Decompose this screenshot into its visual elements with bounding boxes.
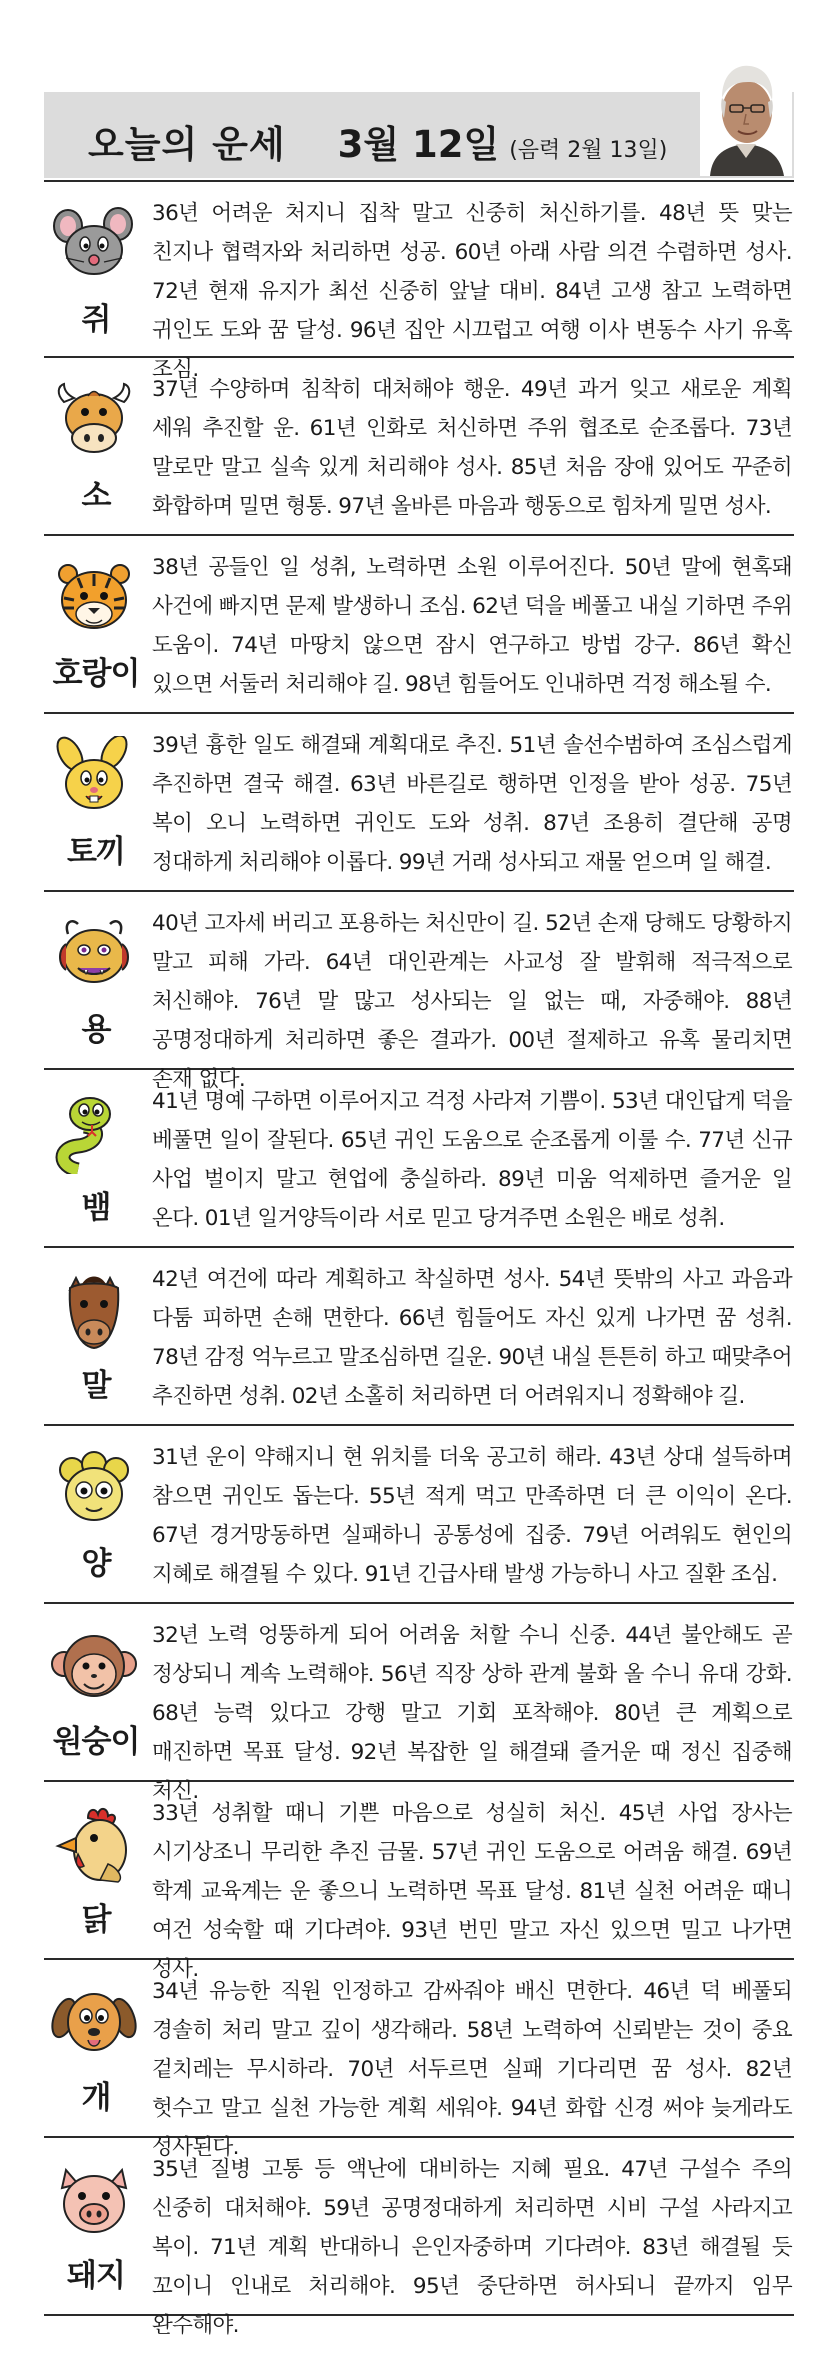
animal-name: 쥐	[81, 302, 111, 338]
animal-name: 양	[81, 1546, 111, 1582]
dog-icon	[48, 1982, 140, 2064]
animal-name: 돼지	[67, 2258, 125, 2294]
fortune-text: 42년 여건에 따라 계획하고 착실하면 성사. 54년 뜻밖의 사고 과음과 다툼 피하면 손해 면한다. 66년 힘들어도 자신 있게 나가면 꿈 성취. 78년 감정 억누르고 말조심하면 길운. 90년 내실 튼튼히 하고 때맞추어 추진하면 성취. 02년 소홀히 처리하면 더 어려워지니 정확해야 길.	[152, 1267, 792, 1409]
animal-name: 말	[81, 1368, 111, 1404]
animal-name: 뱀	[81, 1190, 111, 1226]
fortune-text: 41년 명예 구하면 이루어지고 걱정 사라져 기쁨이. 53년 대인답게 덕을 베풀면 일이 잘된다. 65년 귀인 도움으로 순조롭게 이룰 수. 77년 신규 사업 벌이지 말고 현업에 충실하라. 89년 미움 억제하면 즐거운 일 온다. 01년 일거양득이라 서로 믿고 당겨주면 소원은 배로 성취.	[152, 1089, 792, 1231]
fortune-row-horse	[44, 1248, 794, 1426]
fortune-row-ox	[44, 358, 794, 536]
animal-name: 용	[81, 1012, 111, 1048]
fortune-row-snake	[44, 1070, 794, 1248]
ox-icon	[48, 380, 140, 462]
fortune-list	[44, 180, 794, 2338]
pig-icon	[48, 2160, 140, 2242]
fortune-row-monkey	[44, 1604, 794, 1804]
header-text	[88, 114, 667, 168]
sheep-icon	[48, 1448, 140, 1530]
header-bar	[44, 92, 794, 178]
fortune-row-tiger	[44, 536, 794, 714]
fortune-text: 31년 운이 약해지니 현 위치를 더욱 공고히 해라. 43년 상대 설득하며 참으면 귀인도 돕는다. 55년 적게 먹고 만족하면 더 큰 이익이 온다. 67년 경거망동하면 실패하니 공통성에 집중. 79년 어려워도 현인의 지혜로 해결될 수 있다. 91년 긴급사태 발생 가능하니 사고 질환 조심.	[152, 1445, 792, 1587]
tiger-icon	[48, 558, 140, 640]
fortune-row-sheep	[44, 1426, 794, 1604]
fortune-row-rooster	[44, 1782, 794, 1982]
animal-name: 닭	[81, 1902, 111, 1938]
animal-name: 원숭이	[52, 1724, 140, 1760]
rooster-icon	[48, 1804, 140, 1886]
fortune-text: 37년 수양하며 침착히 대처해야 행운. 49년 과거 잊고 새로운 계획 세워 추진할 운. 61년 인화로 처신하면 주위 협조로 순조롭다. 73년 말로만 말고 실속 있게 처리해야 성사. 85년 처음 장애 있어도 꾸준히 화합하며 밀면 형통. 97년 올바른 마음과 행동으로 힘차게 밀면 성사.	[152, 377, 792, 519]
monkey-icon	[48, 1626, 140, 1708]
fortune-row-pig	[44, 2138, 794, 2338]
snake-icon	[48, 1092, 140, 1174]
date-label: 3월 12일	[337, 123, 500, 166]
fortune-row-rabbit	[44, 714, 794, 892]
fortune-row-dog	[44, 1960, 794, 2160]
fortune-text: 36년 어려운 처지니 집착 말고 신중히 처신하기를. 48년 뜻 맞는 친지나 협력자와 처리하면 성공. 60년 아래 사람 의견 수렴하면 성사. 72년 현재 유지가 최선 신중히 앞날 대비. 84년 고생 참고 노력하면 귀인도 도와 꿈 달성. 96년 집안 시끄럽고 여행 이사 변동수 사기 유혹 조심.	[152, 201, 792, 382]
dragon-icon	[48, 914, 140, 996]
fortune-row-dragon	[44, 892, 794, 1092]
page-title: 오늘의 운세	[88, 123, 286, 166]
fortune-text: 38년 공들인 일 성취, 노력하면 소원 이루어진다. 50년 말에 현혹돼 사건에 빠지면 문제 발생하니 조심. 62년 덕을 베풀고 내실 기하면 주위 도움이. 74년 마땅치 않으면 잠시 연구하고 방법 강구. 86년 확신 있으면 서둘러 처리해야 길. 98년 힘들어도 인내하면 걱정 해소될 수.	[152, 555, 792, 697]
fortune-text: 39년 흉한 일도 해결돼 계획대로 추진. 51년 솔선수범하여 조심스럽게 추진하면 결국 해결. 63년 바른길로 행하면 인정을 받아 성공. 75년 복이 오니 노력하면 귀인도 도와 성취. 87년 조용히 결단해 공명 정대하게 처리해야 이롭다. 99년 거래 성사되고 재물 얻으며 일 해결.	[152, 733, 792, 875]
horse-icon	[48, 1270, 140, 1352]
fortune-text: 34년 유능한 직원 인정하고 감싸줘야 배신 면한다. 46년 덕 베풀되 경솔히 처리 말고 깊이 생각해라. 58년 노력하여 신뢰받는 것이 중요 겉치레는 무시하라. 70년 서두르면 실패 기다리면 꿈 성사. 82년 헛수고 말고 실천 가능한 계획 세워야. 94년 화합 신경 써야 늦게라도 성사된다.	[152, 1979, 792, 2160]
rat-icon	[48, 204, 140, 286]
animal-name: 소	[81, 478, 111, 514]
rabbit-icon	[48, 736, 140, 818]
animal-name: 호랑이	[52, 656, 140, 692]
animal-name: 개	[81, 2080, 111, 2116]
fortune-text: 35년 질병 고통 등 액난에 대비하는 지혜 필요. 47년 구설수 주의 신중히 대처해야. 59년 공명정대하게 처리하면 시비 구설 사라지고 복이. 71년 계획 반대하니 은인자중하며 기다려야. 83년 해결될 듯 꼬이니 인내로 처리해야. 95년 중단하면 허사되니 끝까지 임무 완수해야.	[152, 2157, 792, 2338]
fortune-text: 33년 성취할 때니 기쁜 마음으로 성실히 처신. 45년 사업 장사는 시기상조니 무리한 추진 금물. 57년 귀인 도움으로 어려움 해결. 69년 학계 교육계는 운 좋으니 노력하면 목표 달성. 81년 실천 어려운 때니 여건 성숙할 때 기다려야. 93년 번민 말고 자신 있으면 밀고 나가면 성사.	[152, 1801, 792, 1982]
fortune-row-rat	[44, 180, 794, 382]
lunar-date-label: (음력 2월 13일)	[509, 138, 668, 163]
animal-name: 토끼	[67, 834, 125, 870]
fortune-text: 32년 노력 엉뚱하게 되어 어려움 처할 수니 신중. 44년 불안해도 곧 정상되니 계속 노력해야. 56년 직장 상하 관계 불화 올 수니 유대 강화. 68년 능력 있다고 강행 말고 기회 포착해야. 80년 큰 계획으로 매진하면 목표 달성. 92년 복잡한 일 해결돼 즐거운 때 정신 집중해 처신.	[152, 1623, 792, 1804]
author-portrait-icon	[700, 58, 792, 176]
fortune-text: 40년 고자세 버리고 포용하는 처신만이 길. 52년 손재 당해도 당황하지 말고 피해 가라. 64년 대인관계는 사교성 잘 발휘해 적극적으로 처신해야. 76년 말 많고 성사되는 일 없는 때, 자중해야. 88년 공명정대하게 처리하면 좋은 결과가. 00년 절제하고 유혹 물리치면 손재 없다.	[152, 911, 792, 1092]
